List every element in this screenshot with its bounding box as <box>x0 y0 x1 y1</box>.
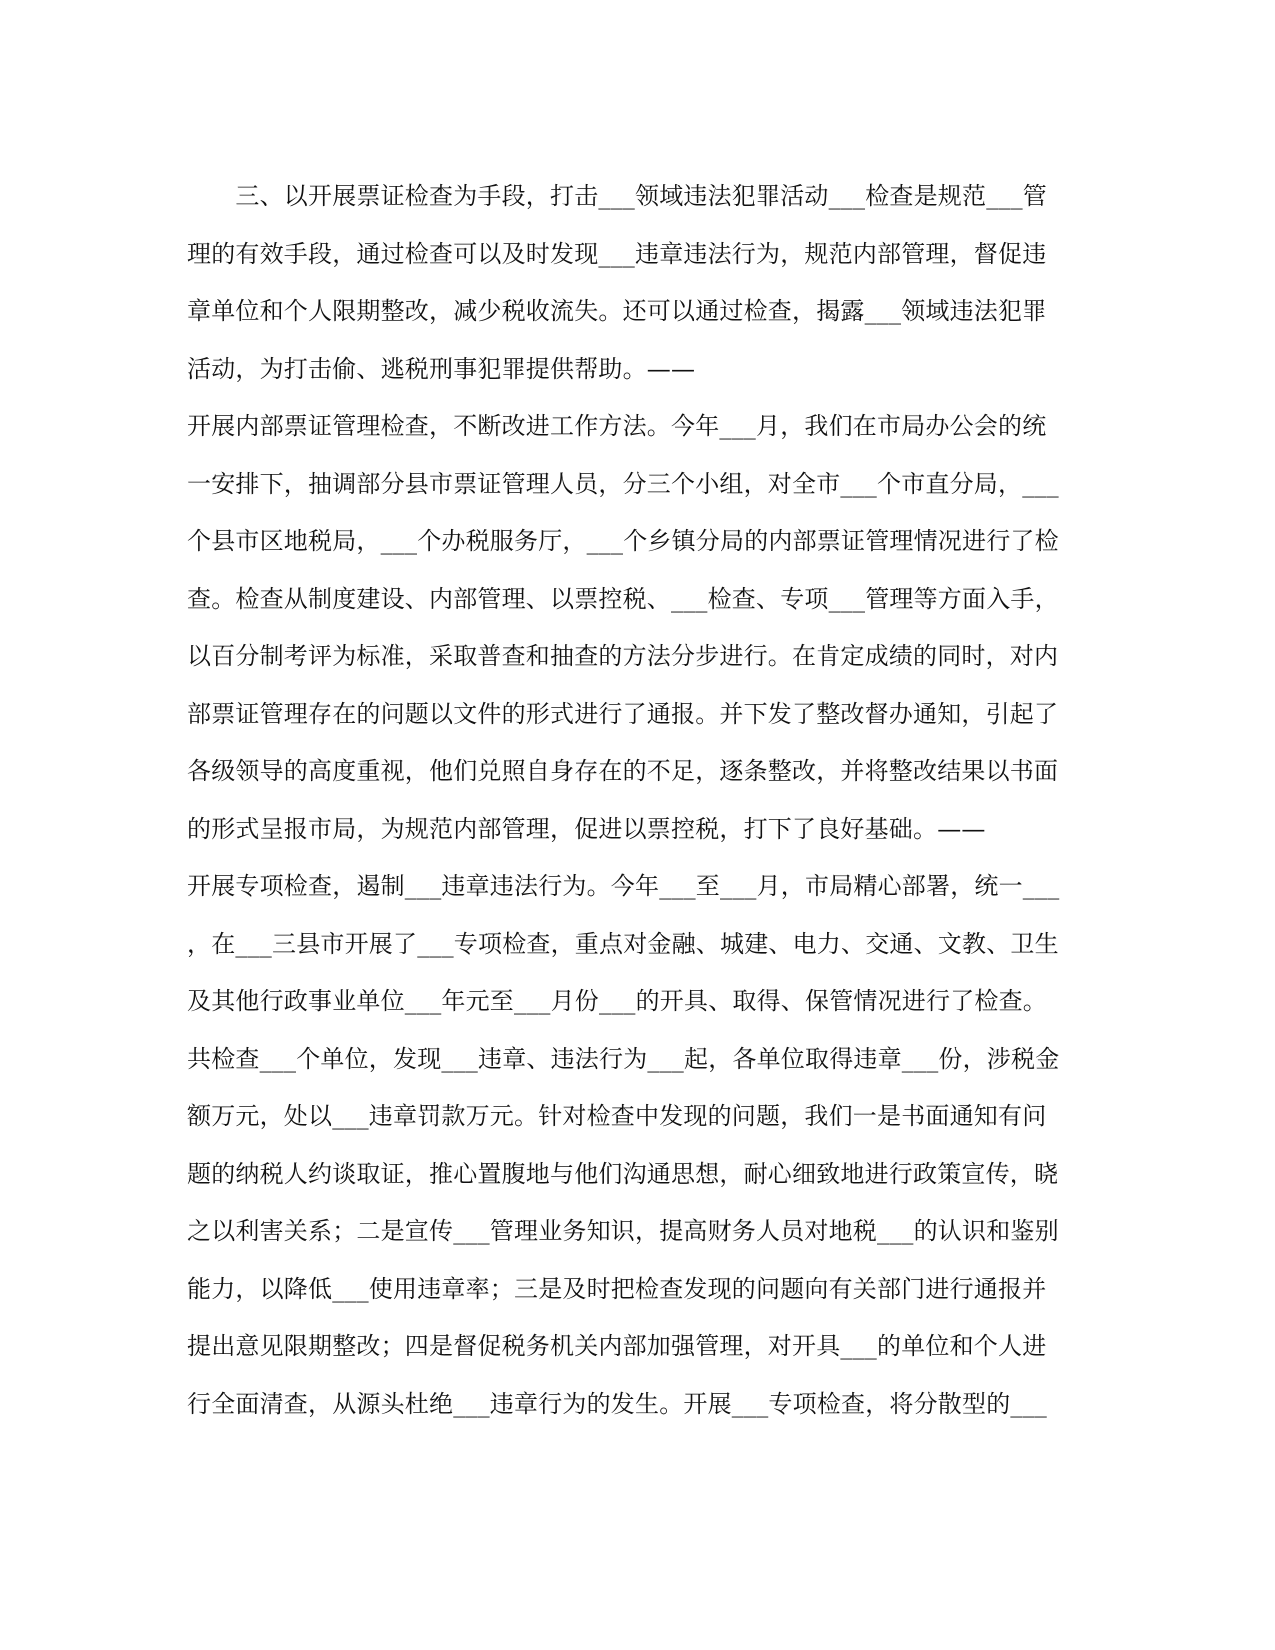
text-line: 能力，以降低___使用违章率；三是及时把检查发现的问题向有关部门进行通报并 <box>187 1274 1047 1303</box>
text-line: 行全面清查，从源头杜绝___违章行为的发生。开展___专项检查，将分散型的___ <box>187 1389 1047 1418</box>
text-line: 一安排下，抽调部分县市票证管理人员，分三个小组，对全市___个市直分局，___ <box>187 469 1059 498</box>
text-line: 开展专项检查，遏制___违章违法行为。今年___至___月，市局精心部署，统一___ <box>187 872 1060 900</box>
text-line: 提出意见限期整改；四是督促税务机关内部加强管理，对开具___的单位和个人进 <box>187 1332 1047 1360</box>
text-line: 三、以开展票证检查为手段，打击___领域违法犯罪活动___检查是规范___管 <box>187 182 1047 210</box>
text-line: ，在___三县市开展了___专项检查，重点对金融、城建、电力、交通、文教、卫生 <box>187 929 1059 958</box>
text-line: 章单位和个人限期整改，减少税收流失。还可以通过检查，揭露___领域违法犯罪 <box>187 297 1047 325</box>
text-line: 额万元，处以___违章罚款万元。针对检查中发现的问题，我们一是书面通知有问 <box>187 1102 1047 1130</box>
document-body <box>187 168 1087 1433</box>
text-line: 的形式呈报市局，为规范内部管理，促进以票控税，打下了良好基础。—— <box>187 814 986 843</box>
text-line: 理的有效手段，通过检查可以及时发现___违章违法行为，规范内部管理，督促违 <box>187 239 1047 268</box>
text-line: 开展内部票证管理检查，不断改进工作方法。今年___月，我们在市局办公会的统 <box>187 412 1047 440</box>
text-line: 部票证管理存在的问题以文件的形式进行了通报。并下发了整改督办通知，引起了 <box>187 699 1059 728</box>
text-line: 题的纳税人约谈取证，推心置腹地与他们沟通思想，耐心细致地进行政策宣传，晓 <box>187 1159 1059 1188</box>
text-line: 以百分制考评为标准，采取普查和抽查的方法分步进行。在肯定成绩的同时，对内 <box>187 642 1059 670</box>
text-line: 各级领导的高度重视，他们兑照自身存在的不足，逐条整改，并将整改结果以书面 <box>187 757 1059 785</box>
text-line: 个县市区地税局，___个办税服务厅，___个乡镇分局的内部票证管理情况进行了检 <box>187 527 1059 555</box>
text-line: 查。检查从制度建设、内部管理、以票控税、___检查、专项___管理等方面入手， <box>187 584 1059 613</box>
text-line: 活动，为打击偷、逃税刑事犯罪提供帮助。—— <box>187 354 696 383</box>
text-line: 及其他行政事业单位___年元至___月份___的开具、取得、保管情况进行了检查。 <box>187 987 1047 1015</box>
text-line: 共检查___个单位，发现___违章、违法行为___起，各单位取得违章___份，涉税金 <box>187 1044 1060 1073</box>
text-line: 之以利害关系；二是宣传___管理业务知识，提高财务人员对地税___的认识和鉴别 <box>187 1217 1059 1245</box>
